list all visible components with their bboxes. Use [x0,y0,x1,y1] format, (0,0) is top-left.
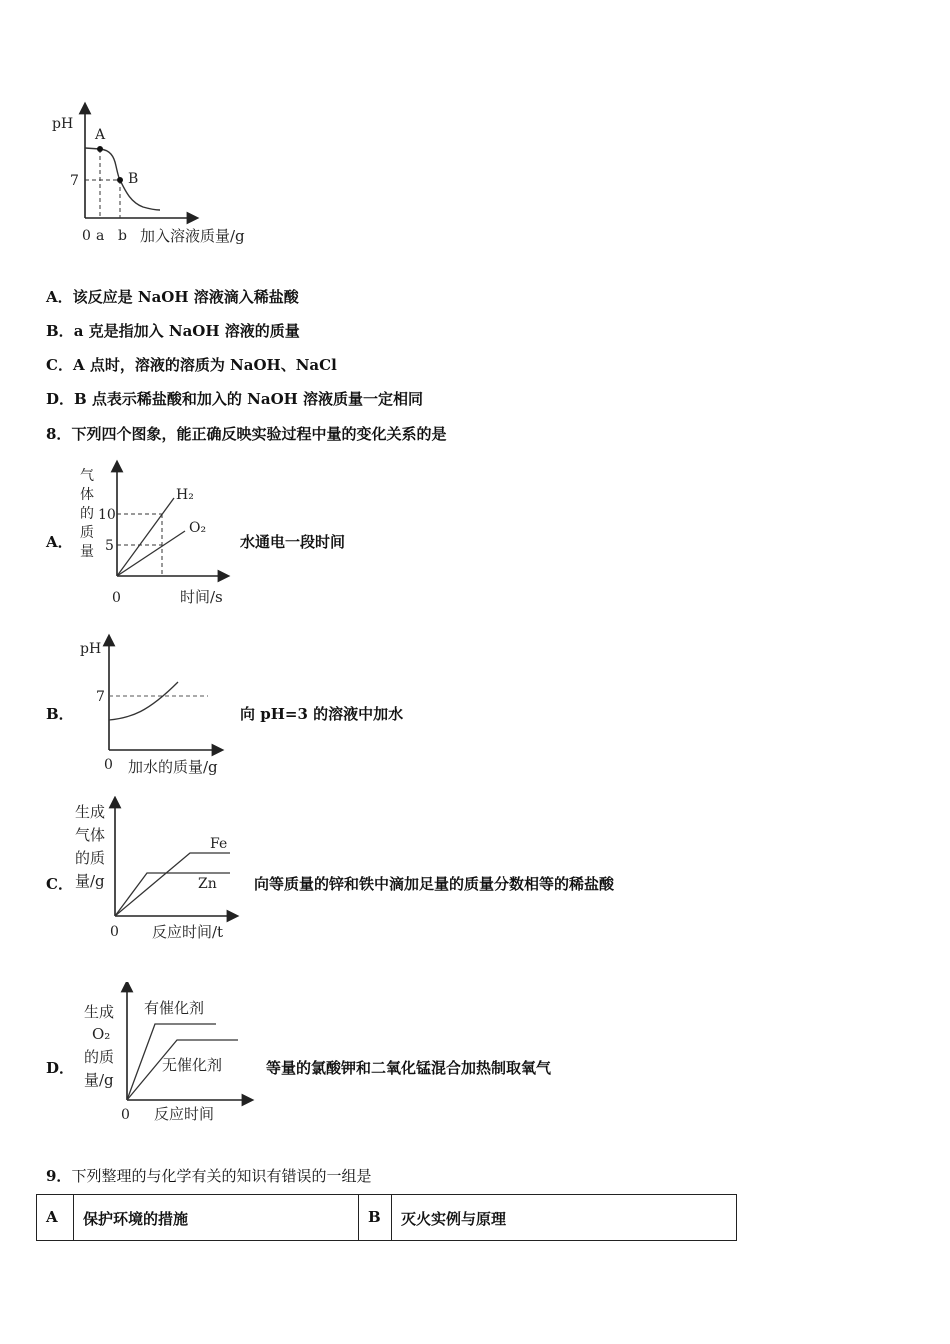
q7-option-c [46,354,337,375]
option-key: A． [46,288,73,306]
series-label-no-catalyst: 无催化剂 [162,1056,223,1074]
q8-graph-a [72,458,237,608]
origin-label: 0 [121,1107,130,1123]
point-b-label: B [128,171,139,187]
q8-option-c-key: C． [46,875,73,893]
y-axis-label: pH [52,116,74,132]
ph-curve [109,682,178,720]
q8-graph-d [78,982,258,1132]
y-axis-label: 量 [80,544,94,560]
q9-stem [46,1165,371,1186]
series-label-zn: Zn [198,876,217,892]
y-axis-label: 量/g [84,1071,114,1089]
series-label-o2: O₂ [189,520,207,536]
x-axis-label: 时间/s [180,588,223,606]
point-b-marker [117,177,123,183]
y-axis-label: 质 [80,525,94,541]
series-label-fe: Fe [210,836,228,852]
y-tick-5: 5 [105,538,114,554]
y-tick-7: 7 [96,689,105,705]
q8-option-b-desc: 向 pH=3 的溶液中加水 [240,705,404,723]
q8-option-d-desc: 等量的氯酸钾和二氧化锰混合加热制取氧气 [266,1059,552,1077]
point-a-marker [97,146,103,152]
x-axis-label: 反应时间/t [152,923,224,941]
point-a-label: A [95,127,106,143]
x-tick-b: b [118,228,127,244]
option-key: C． [46,356,73,374]
x-axis-label: 加入溶液质量/g [140,227,245,245]
question-number: 8． [46,425,72,443]
origin-label: 0 [104,757,113,773]
q8-option-c-desc: 向等质量的锌和铁中滴加足量的质量分数相等的稀盐酸 [254,875,615,893]
table-row [37,1195,737,1241]
x-tick-a: a [96,228,105,244]
q8-option-a-key: A． [46,533,73,551]
option-text: A 点时，溶液的溶质为 NaOH、NaCl [72,356,337,374]
origin-label: 0 [110,924,119,940]
x-axis-label: 反应时间 [154,1105,215,1123]
x-axis-label: 加水的质量/g [128,758,218,776]
table-cell-key: B [359,1195,392,1241]
y-axis-label: 气体 [75,826,106,844]
q8-graph-c [70,796,245,946]
y-axis-label: 的质 [84,1048,115,1066]
y-axis-label: 生成 [75,803,106,821]
option-text: a 克是指加入 NaOH 溶液的质量 [73,322,300,340]
y-tick-10: 10 [98,507,116,523]
y-tick-7: 7 [70,173,79,189]
q8-option-a-desc: 水通电一段时间 [240,533,346,551]
q7-option-b [46,320,300,341]
question-text: 下列整理的与化学有关的知识有错误的一组是 [71,1167,372,1185]
y-axis-label: O₂ [92,1025,111,1043]
q8-graph-b [76,632,236,782]
series-label-h2: H₂ [176,487,194,503]
y-axis-label: 的 [80,506,94,522]
q8-option-d-key: D． [46,1059,75,1077]
q8-option-b-key: B． [46,705,74,723]
table-cell-text: 灭火实例与原理 [392,1195,737,1241]
y-axis-label: 气 [80,468,94,484]
option-text: 该反应是 NaOH 溶液滴入稀盐酸 [72,288,299,306]
y-axis-label: pH [80,641,102,657]
q7-ph-graph [48,100,263,250]
y-axis-label: 生成 [84,1003,115,1021]
option-key: D． [46,390,75,408]
question-number: 9． [46,1167,72,1185]
question-text: 下列四个图象，能正确反映实验过程中量的变化关系的是 [71,425,447,443]
y-axis-label: 的质 [75,849,106,867]
h2-line [117,498,174,576]
origin-label: 0 [112,590,121,606]
table-cell-key: A [37,1195,74,1241]
option-text: B 点表示稀盐酸和加入的 NaOH 溶液质量一定相同 [74,390,424,408]
q7-option-a [46,286,299,307]
y-axis-label: 体 [80,487,94,503]
origin-label: 0 [82,228,91,244]
series-label-catalyst: 有催化剂 [144,999,205,1017]
y-axis-label: 量/g [75,872,105,890]
o2-line [117,531,185,576]
q9-table [36,1194,737,1241]
q7-option-d [46,388,423,409]
q8-stem [46,423,446,444]
option-key: B． [46,322,74,340]
table-cell-text: 保护环境的措施 [74,1195,359,1241]
